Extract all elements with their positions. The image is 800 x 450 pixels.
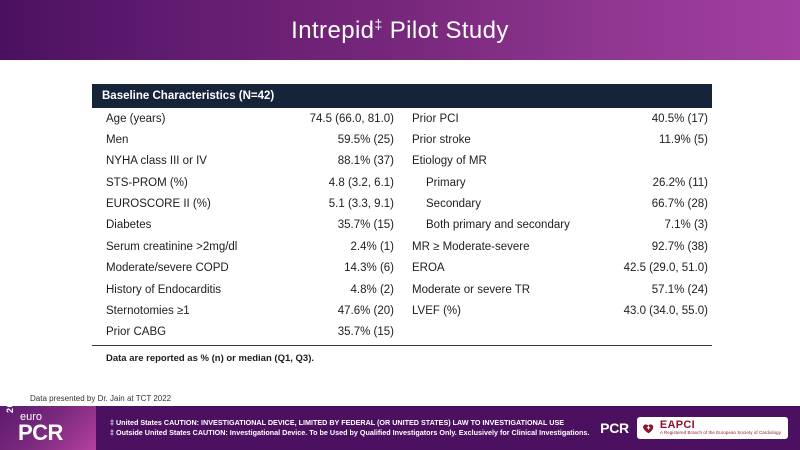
row-left-label: EUROSCORE II (%) — [106, 198, 211, 210]
characteristics-grid — [92, 108, 712, 343]
row-left-label: Age (years) — [106, 112, 166, 125]
table-row — [92, 108, 712, 129]
row-right-label — [402, 322, 592, 343]
row-right-value: 92.7% (38) — [651, 240, 708, 253]
footer-caution-line-1: ‡ United States CAUTION: INVESTIGATIONAL DEVICE, LIMITED BY FEDERAL (OR UNITED STATES) LAW TO INVESTIGATIONAL USE — [110, 417, 565, 427]
row-right-label: EROA — [412, 262, 445, 275]
page-title — [291, 16, 509, 45]
footer-caution-line-2: ‡ Outside United States CAUTION: Investigational Device. To be Used by Qualified Investigators Only. Exclusively for Clinical Investigations. — [110, 428, 590, 437]
row-right-value: 57.1% (24) — [651, 283, 708, 296]
pcr-logo: PCR — [600, 420, 629, 436]
row-right-value: 42.5 (29.0, 51.0) — [623, 262, 708, 275]
row-left-value: 35.7% (15) — [337, 219, 394, 232]
row-left-value: 4.8% (2) — [350, 283, 394, 296]
table-caption: Baseline Characteristics (N=42) — [92, 84, 712, 108]
row-right-label: Moderate or severe TR — [412, 283, 531, 296]
page-title-dagger: ‡ — [374, 15, 383, 32]
logo-euro-text: euro — [20, 411, 43, 423]
row-left-value: 4.8 (3.2, 6.1) — [328, 176, 394, 189]
row-left-value: 35.7% (15) — [337, 326, 394, 339]
row-left-value: 14.3% (6) — [344, 262, 394, 275]
row-left-label: Serum creatinine >2mg/dl — [106, 240, 238, 253]
row-right-label: Both primary and secondary — [426, 219, 570, 232]
table-row — [92, 258, 712, 279]
eapci-tagline: A Registered Branch of the European Society of Cardiology — [659, 430, 781, 436]
row-left-value: 5.1 (3.3, 9.1) — [328, 198, 394, 210]
row-left-value: 47.6% (20) — [337, 304, 394, 317]
europcr-logo — [0, 390, 96, 450]
row-left-value: 59.5% (25) — [337, 133, 394, 146]
row-left-label: Diabetes — [106, 219, 152, 232]
row-left-value: 74.5 (66.0, 81.0) — [309, 112, 394, 125]
row-right-value: 40.5% (17) — [651, 112, 708, 125]
footer-logos — [600, 417, 800, 438]
logo-year: 2023 — [5, 390, 15, 413]
row-right-value: 7.1% (3) — [664, 219, 708, 232]
row-right-value: 26.2% (11) — [652, 176, 708, 189]
row-left-label: Moderate/severe COPD — [106, 262, 229, 275]
row-right-label: Etiology of MR — [412, 155, 487, 168]
baseline-characteristics-table — [92, 84, 712, 364]
row-left-label: Prior CABG — [106, 326, 167, 339]
row-left-label: Men — [106, 133, 129, 146]
row-left-value: 88.1% (37) — [337, 155, 394, 168]
row-right-value — [592, 322, 712, 343]
table-footnote: Data are reported as % (n) or median (Q1, Q3). — [106, 353, 314, 365]
row-right-value: 43.0 (34.0, 55.0) — [623, 304, 708, 317]
row-right-value: 66.7% (28) — [651, 198, 708, 210]
row-left-value: 2.4% (1) — [350, 240, 394, 253]
eapci-logo — [637, 417, 788, 438]
table-row — [92, 129, 712, 150]
table-row — [92, 151, 712, 172]
row-left-label: History of Endocarditis — [106, 283, 222, 296]
row-right-label: MR ≥ Moderate-severe — [412, 240, 530, 253]
table-row — [92, 194, 712, 215]
page-title-tail: Pilot Study — [382, 16, 509, 44]
table-row — [92, 279, 712, 300]
row-right-value — [592, 151, 712, 172]
table-row — [92, 172, 712, 193]
row-right-label: LVEF (%) — [412, 304, 461, 317]
row-right-label: Primary — [426, 176, 466, 189]
row-right-label: Prior PCI — [412, 112, 459, 125]
table-row — [92, 300, 712, 321]
table-row — [92, 215, 712, 236]
footer-caution-text — [96, 418, 600, 439]
logo-pcr-text: PCR — [18, 420, 63, 445]
row-left-label: Sternotomies ≥1 — [106, 304, 190, 317]
page-title-main: Intrepid — [291, 16, 375, 44]
row-left-label: STS-PROM (%) — [106, 176, 188, 189]
row-left-label: NYHA class III or IV — [106, 155, 207, 168]
eapci-name: EAPCI — [659, 419, 695, 432]
table-body — [92, 108, 712, 343]
slide-header — [0, 0, 800, 60]
table-row — [92, 236, 712, 257]
header-divider — [0, 60, 800, 63]
row-right-label: Secondary — [426, 198, 481, 210]
row-right-label: Prior stroke — [412, 133, 471, 146]
table-row — [92, 322, 712, 343]
presented-by-note: Data presented by Dr. Jain at TCT 2022 — [30, 394, 172, 403]
heart-icon — [642, 422, 655, 435]
eapci-text — [660, 420, 781, 435]
row-right-value: 11.9% (5) — [658, 133, 708, 146]
